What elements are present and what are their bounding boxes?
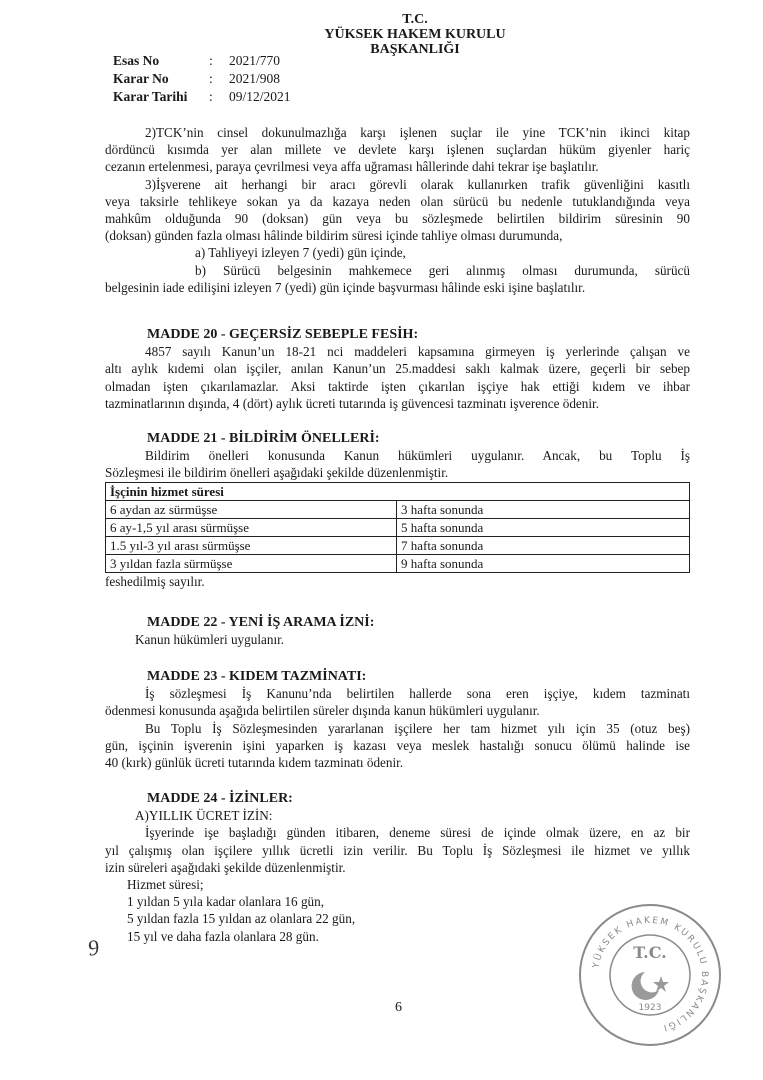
meta-label: Karar Tarihi: [113, 89, 188, 104]
svg-text:T.C.: T.C.: [633, 943, 667, 962]
header-line-presidency: BAŞKANLIĞI: [370, 42, 460, 57]
article-title: MADDE 22 - YENİ İŞ ARAMA İZNİ:: [147, 615, 375, 630]
header-line-tc: T.C.: [402, 12, 428, 27]
header-line-institution: YÜKSEK HAKEM KURULU: [324, 27, 506, 42]
intro-line: 3)İşverene ait herhangi bir aracı görevli olarak kullanırken trafik güvenliğini kasıtlı: [145, 176, 690, 192]
meta-value: 2021/908: [229, 71, 281, 86]
svg-text:YÜKSEK HAKEM KURULU BAŞKANLIĞI: YÜKSEK HAKEM KURULU BAŞKANLIĞI: [591, 915, 710, 1033]
article-22: [105, 614, 690, 648]
intro-item-b: b) Sürücü belgesinin mahkemecе geri alınmış olması durumunda, sürücü: [195, 262, 690, 278]
list-item: 5 yıldan fazla 15 yıldan az olanlara 22 gün,: [127, 911, 356, 927]
article-23: [105, 668, 690, 771]
table-header: İşçinin hizmet süresi: [106, 482, 690, 500]
intro-line: 2)TCK’nin cinsel dokunulmazlığa karşı işlenen suçlar ile yine TCK’nin ikinci kitap: [145, 125, 690, 140]
table-cell-notice: 7 hafta sonunda: [397, 536, 690, 554]
intro-line: (doksan) günden fazla olması hâlinde bildirim süresi içinde tahliye olması durumunda,: [105, 228, 563, 244]
intro-line: veya taksirle tehlikeye sokan ya da kazaya neden olan sürücü bu nedenle tutuklandığında veya: [105, 193, 690, 209]
article-line: İş sözleşmesi İş Kanunu’nda belirtilen hallerde sona eren işçiye, kıdem tazminatı: [145, 686, 690, 702]
table-cell-duration: 6 ay-1,5 yıl arası sürmüşse: [106, 518, 397, 536]
meta-value: 09/12/2021: [229, 89, 291, 104]
table-cell-notice: 3 hafta sonunda: [397, 500, 690, 518]
meta-row-karar-tarihi: Karar Tarihi : 09/12/2021: [113, 89, 291, 104]
table-cell-duration: 6 aydan az sürmüşse: [106, 500, 397, 518]
official-seal-icon: [575, 900, 725, 1050]
article-line: altı aylık kıdemi olan işçiler, anılan Kanun’un 25.maddesi saklı kalmak üzere, geçerli bir sebep: [105, 361, 690, 377]
intro-line: cezanın ertelenmesi, paraya çevrilmesi veya affa uğraması hâllerinde dahi tekrar işe başlatılır.: [105, 159, 599, 175]
article-line: olmadan işten çıkarılamazlar. Aksi taktirde işten çıkarılan işçiye hak ettiği kıdem ve ihbar: [105, 378, 690, 394]
article-line: ödenmesi konusunda aşağıda belirtilen süreler dışında kanun hükümleri uygulanır.: [105, 703, 540, 719]
page-number: 6: [395, 1000, 402, 1015]
table-row: [106, 536, 690, 554]
intro-item-a: a) Tahliyeyi izleyen 7 (yedi) gün içinde,: [195, 245, 406, 261]
article-line: Sözleşmesi ile bildirim önelleri aşağıdaki şekilde düzenlenmiştir.: [105, 465, 449, 481]
article-subtitle: A)YILLIK ÜCRET İZİN:: [135, 808, 273, 824]
table-row: [106, 518, 690, 536]
article-21: [105, 430, 690, 590]
service-label: Hizmet süresi;: [127, 877, 204, 893]
article-line: yıl çalışmış olan işçilere yıllık ücretli izin verilir. Bu Toplu İş Sözleşmesi ile hizmet ve yıllık: [105, 842, 690, 858]
article-line: feshedilmiş sayılır.: [105, 573, 205, 589]
article-line: 40 (kırk) günlük ücreti tutarında kıdem tazminatı ödenir.: [105, 755, 404, 771]
table-cell-notice: 9 hafta sonunda: [397, 554, 690, 572]
svg-text:1923: 1923: [638, 1003, 662, 1013]
table-header-row: [106, 482, 690, 500]
meta-label: Esas No: [113, 53, 160, 68]
table-row: [106, 554, 690, 572]
intro-section: [105, 124, 690, 296]
article-line: Kanun hükümleri uygulanır.: [135, 632, 285, 648]
article-line: Bildirim önelleri konusunda Kanun hükümleri uygulanır. Ancak, bu Toplu İş: [145, 448, 690, 464]
article-line: 4857 sayılı Kanun’un 18-21 nci maddeleri kapsamına girmeyen iş yerlerinde çalışan ve: [145, 344, 690, 360]
meta-row-karar: Karar No : 2021/908: [113, 71, 281, 86]
notice-period-table: [105, 482, 690, 573]
table-cell-duration: 3 yıldan fazla sürmüşse: [106, 554, 397, 572]
meta-row-esas: Esas No : 2021/770: [113, 53, 281, 68]
article-line: İşyerinde işe başladığı günden itibaren, deneme süresi de içinde olmak üzere, en az bir: [145, 825, 690, 841]
case-metadata: [113, 52, 291, 106]
intro-item-b-cont: belgesinin iade edilişini izleyen 7 (yedi) gün içinde başvurması hâlinde eski işine başlatılır.: [105, 279, 586, 295]
article-title: MADDE 20 - GEÇERSİZ SEBEPLE FESİH:: [147, 327, 419, 342]
meta-value: 2021/770: [229, 53, 281, 68]
article-title: MADDE 23 - KIDEM TAZMİNATI:: [147, 669, 367, 684]
table-cell-notice: 5 hafta sonunda: [397, 518, 690, 536]
intro-line: mahkûm olduğunda 90 (doksan) gün veya bu sözleşmede belirtilen bildirim süresinin 90: [105, 211, 690, 227]
list-item: 15 yıl ve daha fazla olanlara 28 gün.: [127, 928, 319, 944]
list-item: 1 yıldan 5 yıla kadar olanlara 16 gün,: [127, 894, 325, 910]
intro-line: dördüncü kısımda yer alan millete ve devlete karşı işlenen suçlardan hüküm giyenler hariç: [105, 142, 690, 158]
article-20: [105, 326, 690, 412]
header-block: [300, 12, 530, 57]
article-title: MADDE 24 - İZİNLER:: [147, 791, 293, 806]
table-cell-duration: 1.5 yıl-3 yıl arası sürmüşse: [106, 536, 397, 554]
article-title: MADDE 21 - BİLDİRİM ÖNELLERİ:: [147, 431, 380, 446]
handwritten-mark: 9: [85, 934, 102, 961]
meta-label: Karar No: [113, 71, 169, 86]
article-line: tazminatlarının dışında, 4 (dört) aylık ücreti tutarında iş güvencesi tazminatı işverence ödenir.: [105, 395, 600, 411]
table-row: [106, 500, 690, 518]
article-line: Bu Toplu İş Sözleşmesinden yararlanan işçilere her tam hizmet yılı için 35 (otuz beş): [145, 720, 690, 736]
article-line: izin süreleri aşağıdaki şekilde düzenlenmiştir.: [105, 859, 346, 875]
article-line: gün, işçinin işverenin işini yaparken iş kazası veya meslek hastalığı sonucu ölümü halinde ise: [105, 737, 690, 753]
